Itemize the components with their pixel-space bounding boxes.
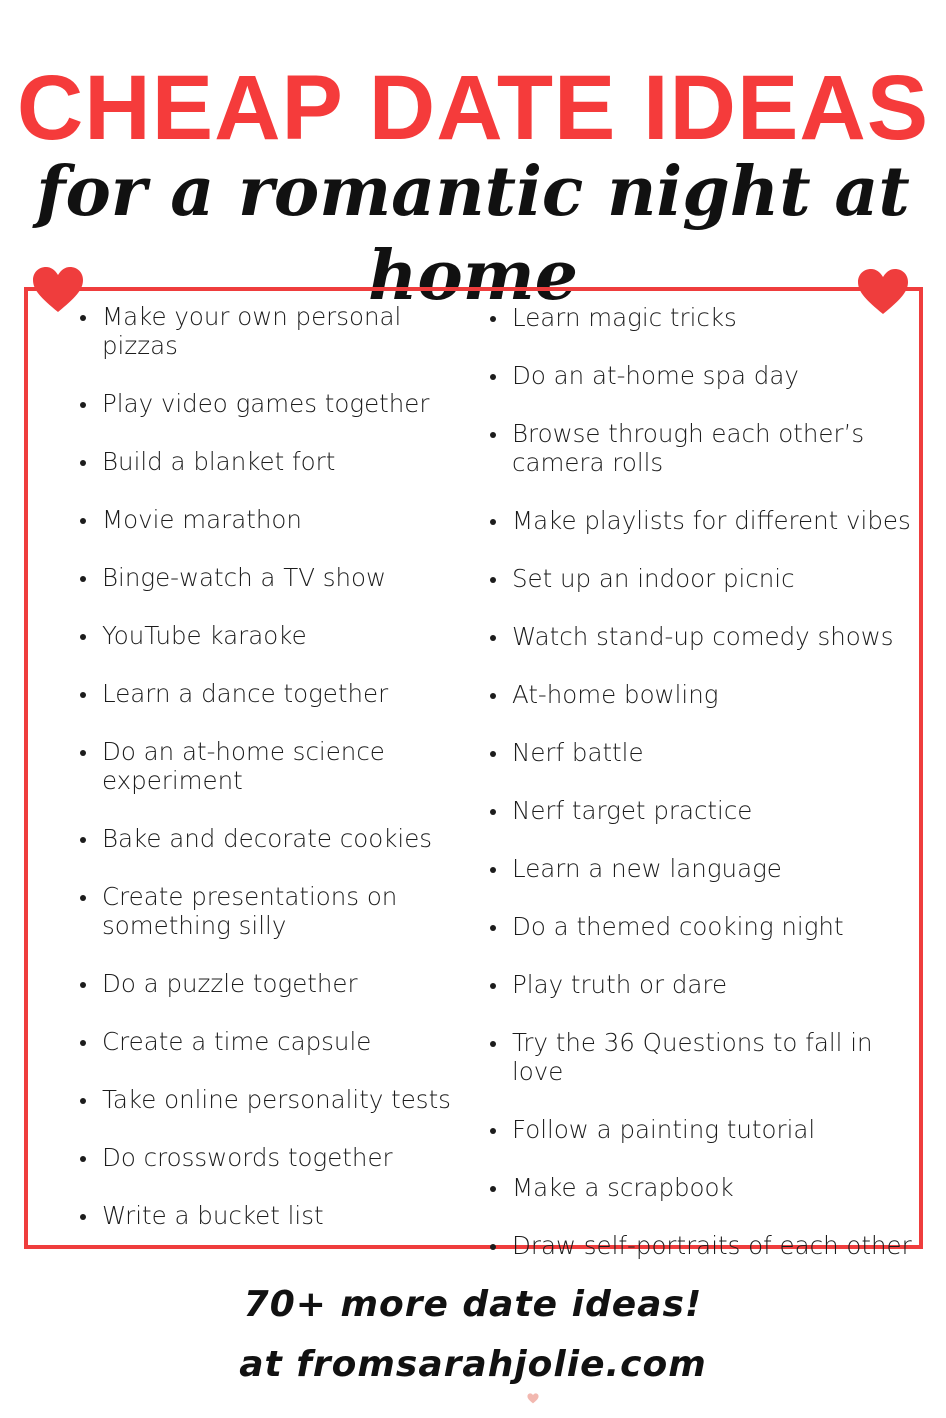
list-item: Take online personality tests xyxy=(80,1085,470,1114)
list-item: Create a time capsule xyxy=(80,1027,470,1056)
list-item: Watch stand-up comedy shows xyxy=(490,622,920,651)
list-item: Learn magic tricks xyxy=(490,303,920,332)
list-item: Play truth or dare xyxy=(490,970,920,999)
list-item: Create presentations on something silly xyxy=(80,882,402,940)
list-item: Build a blanket fort xyxy=(80,447,470,476)
list-item: Do a themed cooking night xyxy=(490,912,920,941)
small-heart-icon xyxy=(527,1393,539,1404)
list-item: Play video games together xyxy=(80,389,470,418)
page-title: CHEAP DATE IDEAS xyxy=(16,57,930,159)
list-item: Movie marathon xyxy=(80,505,470,534)
list-item: Browse through each other’s camera rolls xyxy=(490,419,920,477)
footer-callout: 70+ more date ideas! xyxy=(243,1284,703,1325)
list-item: Draw self-portraits of each other xyxy=(490,1231,920,1260)
list-item: Learn a new language xyxy=(490,854,920,883)
list-item: YouTube karaoke xyxy=(80,621,470,650)
list-item: At-home bowling xyxy=(490,680,920,709)
list-item: Do crosswords together xyxy=(80,1143,470,1172)
heart-icon xyxy=(31,266,85,314)
list-item: Nerf target practice xyxy=(490,796,920,825)
list-item: Set up an indoor picnic xyxy=(490,564,920,593)
list-item: Write a bucket list xyxy=(80,1201,470,1230)
list-item: Try the 36 Questions to fall in love xyxy=(490,1028,920,1086)
list-item: Nerf battle xyxy=(490,738,920,767)
list-item: Learn a dance together xyxy=(80,679,470,708)
list-item: Make your own personal pizzas xyxy=(80,302,470,360)
list-item: Do a puzzle together xyxy=(80,969,470,998)
list-item: Follow a painting tutorial xyxy=(490,1115,920,1144)
date-ideas-list-left xyxy=(80,302,470,1259)
footer-website-link[interactable]: at fromsarahjolie.com xyxy=(239,1344,707,1385)
date-ideas-list-right xyxy=(490,303,920,1289)
list-item: Binge-watch a TV show xyxy=(80,563,470,592)
page-subtitle: for a romantic night at home xyxy=(36,152,910,316)
list-item: Make a scrapbook xyxy=(490,1173,920,1202)
list-item: Bake and decorate cookies xyxy=(80,824,470,853)
list-item: Make playlists for different vibes xyxy=(490,506,920,535)
list-item: Do an at-home spa day xyxy=(490,361,920,390)
list-item: Do an at-home science experiment xyxy=(80,737,402,795)
